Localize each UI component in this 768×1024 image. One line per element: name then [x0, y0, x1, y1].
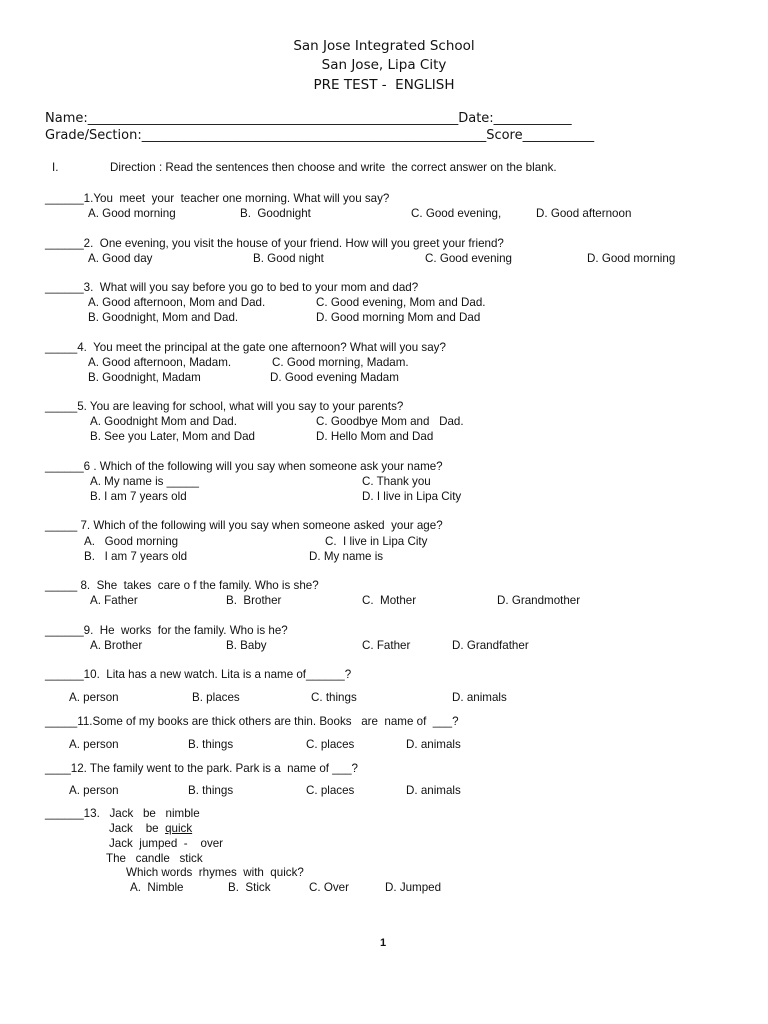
question-13: ______13. Jack be nimble	[45, 807, 200, 820]
question-3: ______3. What will you say before you go to bed to your mom and dad?	[45, 281, 419, 294]
q13-choice-c: C. Over	[309, 881, 349, 894]
q5-choice-d: D. Hello Mom and Dad	[316, 430, 434, 443]
q9-choice-d: D. Grandfather	[452, 639, 529, 652]
q8-choice-c: C. Mother	[362, 594, 417, 607]
q5-choice-c: C. Goodbye Mom and Dad.	[316, 415, 464, 428]
q4-choice-d: D. Good evening Madam	[270, 371, 399, 384]
question-1: ______1.You meet your teacher one morning. What will you say?	[45, 192, 390, 205]
q10-choice-d: D. animals	[452, 691, 507, 704]
question-6: ______6 . Which of the following will you say when someone ask your name?	[45, 460, 443, 473]
q12-choice-a: A. person	[69, 784, 119, 797]
q13-line2-prefix: Jack be	[109, 822, 166, 835]
q11-choice-b: B. things	[188, 738, 234, 751]
q3-choice-d: D. Good morning Mom and Dad	[316, 311, 481, 324]
school-location: San Jose, Lipa City	[321, 57, 447, 73]
q10-choice-c: C. things	[311, 691, 357, 704]
q8-choice-b: B. Brother	[226, 594, 282, 607]
q13-choice-a: A. Nimble	[130, 881, 184, 894]
q2-choice-b: B. Good night	[253, 252, 324, 265]
q3-choice-c: C. Good evening, Mom and Dad.	[316, 296, 486, 309]
direction-text: Direction : Read the sentences then choose and write the correct answer on the blank.	[110, 161, 557, 174]
q2-choice-d: D. Good morning	[587, 252, 676, 265]
q4-choice-b: B. Goodnight, Madam	[88, 371, 201, 384]
q8-choice-d: D. Grandmother	[497, 594, 581, 607]
q13-poem-line-4: The candle stick	[106, 852, 203, 865]
q2-choice-c: C. Good evening	[425, 252, 513, 265]
q12-choice-b: B. things	[188, 784, 234, 797]
q7-choice-a: A. Good morning	[84, 535, 179, 548]
name-date-line: Name:_________________________________________________________Date:____________	[45, 111, 572, 126]
question-10: ______10. Lita has a new watch. Lita is a name of______?	[45, 668, 352, 681]
q13-choice-d: D. Jumped	[385, 881, 442, 894]
test-title: PRE TEST - ENGLISH	[313, 77, 455, 93]
q5-choice-a: A. Goodnight Mom and Dad.	[90, 415, 237, 428]
q13-question: Which words rhymes with quick?	[126, 866, 304, 879]
q1-choice-b: B. Goodnight	[240, 207, 311, 220]
q6-choice-a: A. My name is _____	[90, 475, 199, 488]
q7-choice-b: B. I am 7 years old	[84, 550, 188, 563]
q3-choice-b: B. Goodnight, Mom and Dad.	[88, 311, 239, 324]
q6-choice-b: B. I am 7 years old	[90, 490, 187, 503]
q5-choice-b: B. See you Later, Mom and Dad	[90, 430, 255, 443]
q1-choice-c: C. Good evening,	[411, 207, 502, 220]
direction-number: I.	[52, 161, 59, 174]
q9-choice-c: C. Father	[362, 639, 411, 652]
q13-choice-b: B. Stick	[228, 881, 271, 894]
question-5: _____5. You are leaving for school, what will you say to your parents?	[45, 400, 404, 413]
question-11: _____11.Some of my books are thick others are thin. Books are name of ___?	[45, 715, 459, 728]
q13-underlined-word: quick	[165, 822, 193, 835]
question-4: _____4. You meet the principal at the gate one afternoon? What will you say?	[45, 341, 446, 354]
q6-choice-c: C. Thank you	[362, 475, 431, 488]
school-name: San Jose Integrated School	[293, 38, 475, 54]
q13-poem-line-2	[109, 822, 192, 835]
q10-choice-b: B. places	[192, 691, 240, 704]
page-number: 1	[380, 937, 387, 949]
q12-choice-c: C. places	[306, 784, 355, 797]
q11-choice-d: D. animals	[406, 738, 461, 751]
q8-choice-a: A. Father	[90, 594, 138, 607]
q6-choice-d: D. I live in Lipa City	[362, 490, 462, 503]
grade-score-line: Grade/Section:_____________________________________________________Score___________	[45, 128, 595, 143]
q10-choice-a: A. person	[69, 691, 119, 704]
question-8: _____ 8. She takes care o f the family. Who is she?	[45, 579, 319, 592]
question-2: ______2. One evening, you visit the house of your friend. How will you greet your friend?	[45, 237, 504, 250]
question-12: ____12. The family went to the park. Park is a name of ___?	[45, 762, 358, 775]
q11-choice-a: A. person	[69, 738, 119, 751]
q4-choice-a: A. Good afternoon, Madam.	[88, 356, 232, 369]
q12-choice-d: D. animals	[406, 784, 461, 797]
q11-choice-c: C. places	[306, 738, 355, 751]
q9-choice-a: A. Brother	[90, 639, 143, 652]
question-9: ______9. He works for the family. Who is he?	[45, 624, 288, 637]
q1-choice-a: A. Good morning	[88, 207, 176, 220]
q3-choice-a: A. Good afternoon, Mom and Dad.	[88, 296, 266, 309]
q13-poem-line-3: Jack jumped - over	[109, 837, 224, 850]
q7-choice-d: D. My name is	[309, 550, 384, 563]
q7-choice-c: C. I live in Lipa City	[325, 535, 428, 548]
q2-choice-a: A. Good day	[88, 252, 153, 265]
q1-choice-d: D. Good afternoon	[536, 207, 632, 220]
q4-choice-c: C. Good morning, Madam.	[272, 356, 409, 369]
question-7: _____ 7. Which of the following will you say when someone asked your age?	[45, 519, 443, 532]
q9-choice-b: B. Baby	[226, 639, 267, 652]
